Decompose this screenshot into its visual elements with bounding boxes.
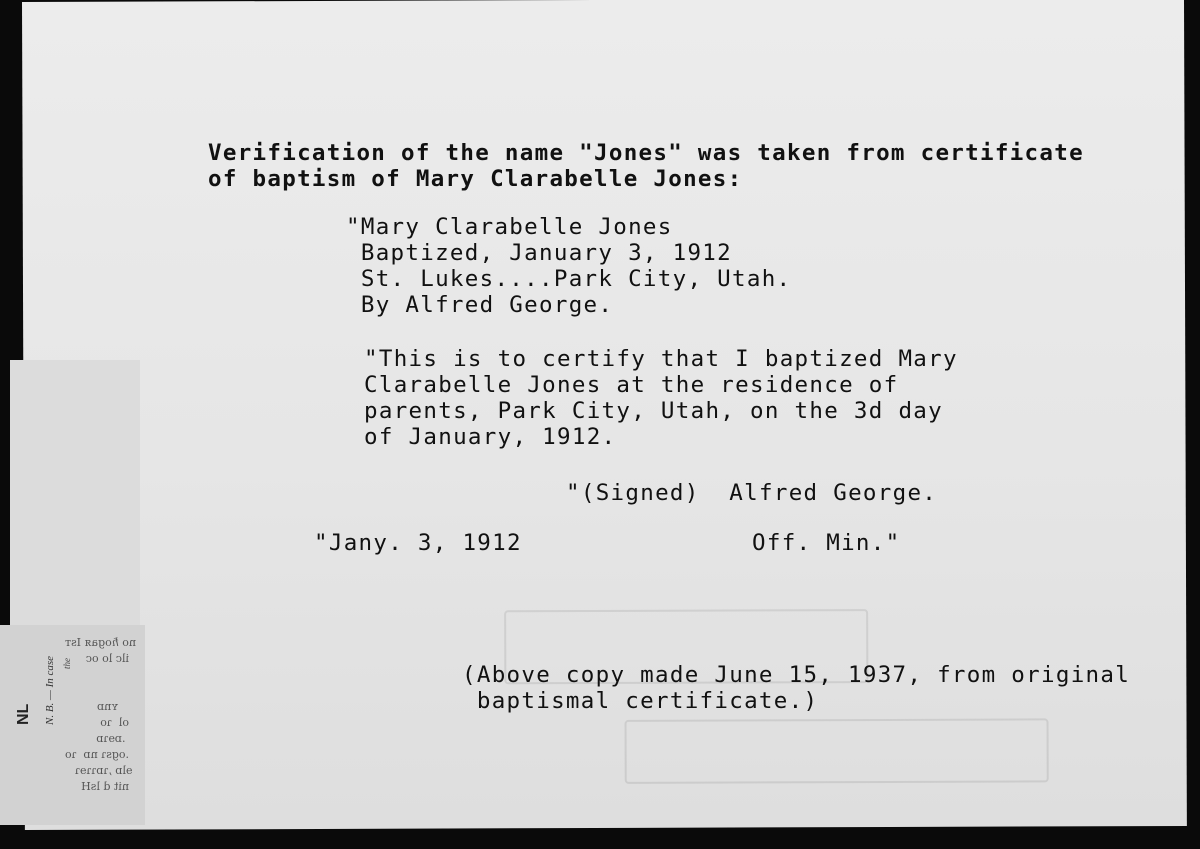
officiant-title: Off. Min." — [752, 530, 901, 556]
copy-note: (Above copy made June 15, 1937, from original baptismal certificate.) — [462, 662, 1131, 714]
certificate-date: "Jany. 3, 1912 — [314, 530, 522, 556]
nl-stamp-text: NL — [15, 703, 32, 725]
nb-sub-text: the — [62, 658, 72, 669]
mirrored-bleed-through-text: no ℏogaя Isт ilc lo oc ʏnɒ ol ɿo .ɒɘɿɒ .ogsɿ nɒ ɿo ɘlɒ ,ɿɒɿɿɘɿ nit d lsH — [64, 636, 136, 793]
signature-line: "(Signed) Alfred George. — [566, 480, 938, 506]
nb-label-text: N. B. — In case — [44, 655, 56, 725]
verification-intro: Verification of the name "Jones" was taken from certificate of baptism of Mary Clarabelle Jones: — [208, 140, 1084, 192]
baptism-record: "Mary Clarabelle Jones Baptized, January 3, 1912 St. Lukes....Park City, Utah. By Alfred George. — [346, 214, 792, 318]
margin-paper-strip — [10, 360, 140, 640]
faded-print-ghost — [625, 718, 1049, 783]
certification-statement: "This is to certify that I baptized Mary Clarabelle Jones at the residence of parents, Park City, Utah, on the 3d day of January, 1912. — [364, 346, 958, 450]
nb-note-vertical — [8, 645, 78, 725]
